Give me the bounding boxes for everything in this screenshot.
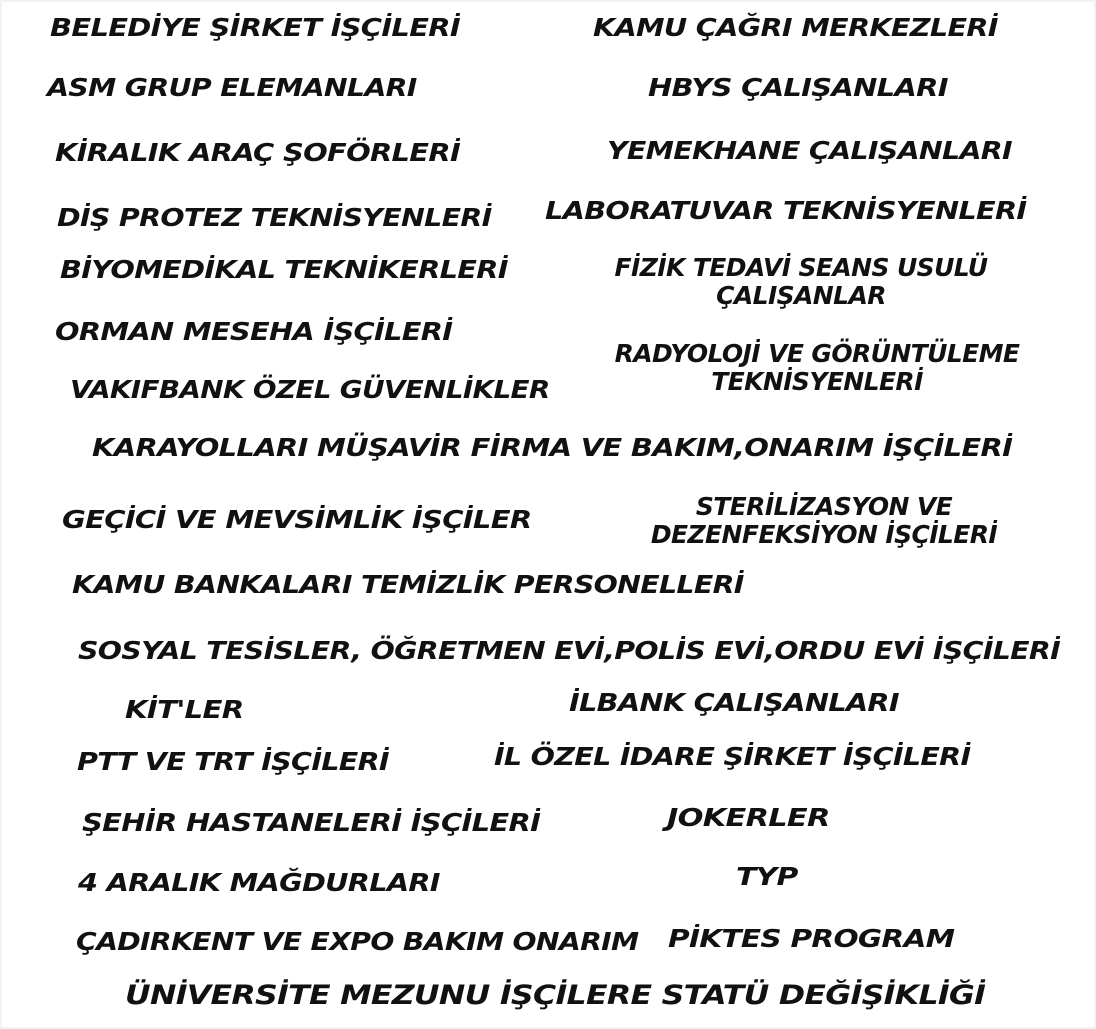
- label-kamu-cagri-merkezleri: KAMU ÇAĞRI MERKEZLERİ: [593, 13, 998, 42]
- label-vakifbank-ozel-guvenlikler: VAKIFBANK ÖZEL GÜVENLİKLER: [70, 375, 550, 404]
- label-laboratuvar-teknisyenleri: LABORATUVAR TEKNİSYENLERİ: [545, 196, 1027, 225]
- label-fizik-tedavi-seans-usulu-calisanlar: FİZİK TEDAVİ SEANS USULÜ ÇALIŞANLAR: [614, 253, 988, 310]
- label-universite-mezunu-iscilere-statu-degisikligi: ÜNİVERSİTE MEZUNU İŞÇİLERE STATÜ DEĞİŞİKLİĞİ: [125, 980, 986, 1011]
- label-cadirkent-ve-expo-bakim-onarim: ÇADIRKENT VE EXPO BAKIM ONARIM: [76, 927, 639, 956]
- label-orman-meseha-iscileri: ORMAN MESEHA İŞÇİLERİ: [55, 317, 453, 346]
- label-radyoloji-ve-goruntuleme-teknisyenleri: RADYOLOJİ VE GÖRÜNTÜLEME TEKNİSYENLERİ: [614, 339, 1020, 396]
- label-hbys-calisanlari: HBYS ÇALIŞANLARI: [648, 73, 948, 102]
- label-kitler: KİT'LER: [125, 695, 244, 724]
- label-sosyal-tesisler: SOSYAL TESİSLER, ÖĞRETMEN EVİ,POLİS EVİ,ORDU EVİ İŞÇİLERİ: [78, 636, 1061, 665]
- label-yemekhane-calisanlari: YEMEKHANE ÇALIŞANLARI: [607, 136, 1012, 165]
- label-4-aralik-magdurlari: 4 ARALIK MAĞDURLARI: [78, 868, 440, 897]
- label-piktes-program: PİKTES PROGRAM: [668, 924, 955, 953]
- label-kiralik-arac-soforleri: KİRALIK ARAÇ ŞOFÖRLERİ: [55, 138, 461, 167]
- label-ptt-ve-trt-iscileri: PTT VE TRT İŞÇİLERİ: [77, 747, 389, 776]
- label-gecici-ve-mevsimlik-isciler: GEÇİCİ VE MEVSİMLİK İŞÇİLER: [62, 505, 532, 534]
- label-ilbank-calisanlari: İLBANK ÇALIŞANLARI: [569, 688, 899, 717]
- label-karayollari-musavir-firma: KARAYOLLARI MÜŞAVİR FİRMA VE BAKIM,ONARIM İŞÇİLERİ: [92, 433, 1013, 462]
- label-dis-protez-teknisyenleri: DİŞ PROTEZ TEKNİSYENLERİ: [57, 203, 492, 232]
- label-il-ozel-idare-sirket-iscileri: İL ÖZEL İDARE ŞİRKET İŞÇİLERİ: [494, 742, 971, 771]
- label-typ: TYP: [736, 862, 798, 891]
- label-sterilizasyon-ve-dezenfeksiyon-iscileri: STERİLİZASYON VE DEZENFEKSİYON İŞÇİLERİ: [650, 492, 998, 549]
- label-biyomedikal-teknikerleri: BİYOMEDİKAL TEKNİKERLERİ: [60, 255, 508, 284]
- label-jokerler: JOKERLER: [667, 803, 830, 832]
- label-sehir-hastaneleri-iscileri: ŞEHİR HASTANELERİ İŞÇİLERİ: [82, 808, 541, 837]
- label-asm-grup-elemanlari: ASM GRUP ELEMANLARI: [47, 73, 417, 102]
- label-belediye-sirket-iscileri: BELEDİYE ŞİRKET İŞÇİLERİ: [50, 13, 460, 42]
- label-kamu-bankalari-temizlik-personelleri: KAMU BANKALARI TEMİZLİK PERSONELLERİ: [72, 570, 744, 599]
